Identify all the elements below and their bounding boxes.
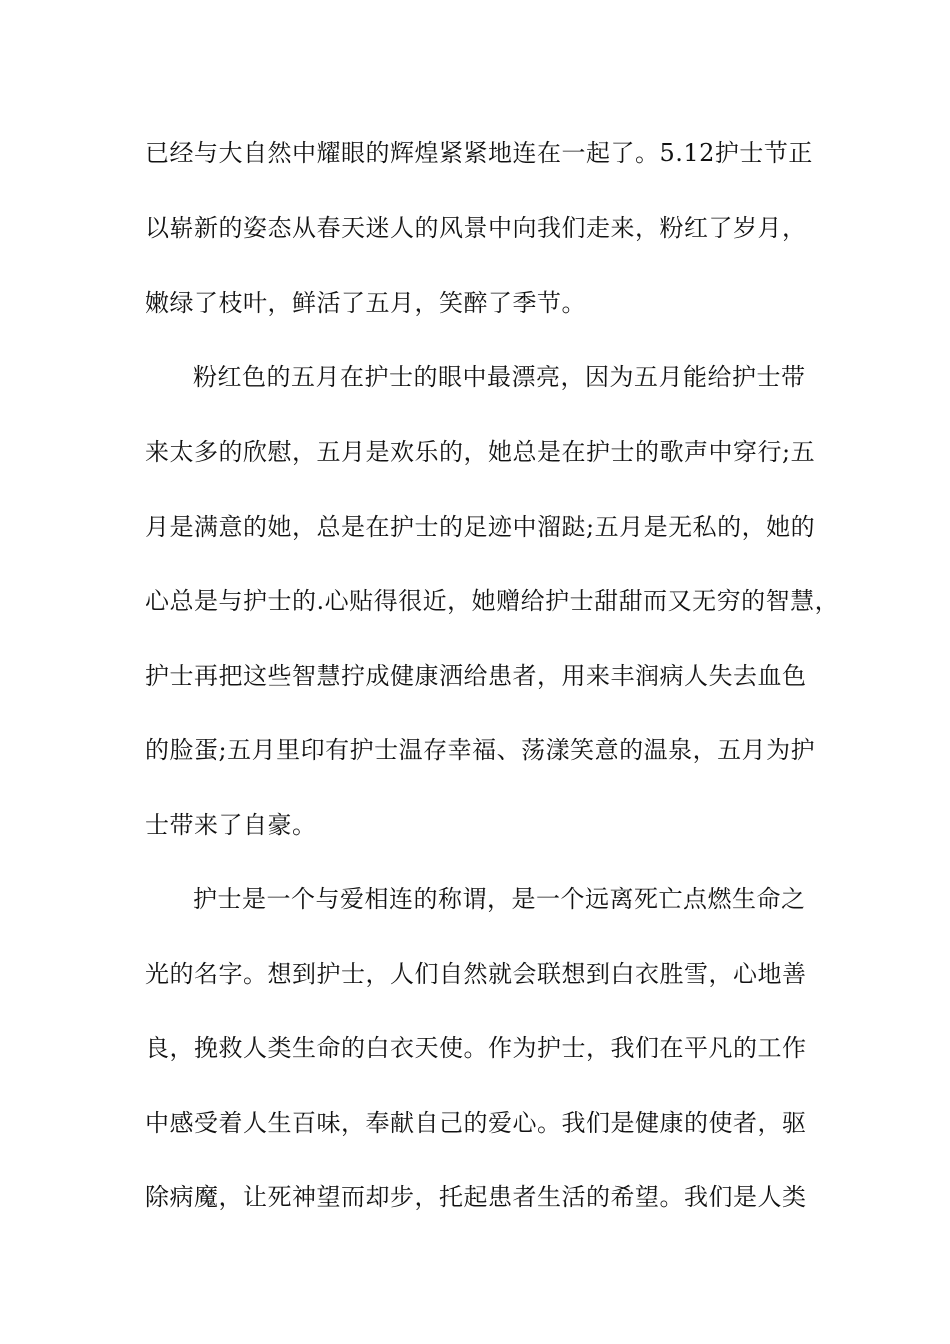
text-line: 的脸蛋;五月里印有护士温存幸福、荡漾笑意的温泉，五月为护 xyxy=(145,736,816,764)
text-line: 中感受着人生百味，奉献自己的爱心。我们是健康的使者，驱 xyxy=(145,1109,807,1137)
text-line: 已经与大自然中耀眼的辉煌紧紧地连在一起了。5.12护士节正 xyxy=(145,139,813,167)
text-line: 良，挽救人类生命的白衣天使。作为护士，我们在平凡的工作 xyxy=(145,1034,807,1062)
text-line: 士带来了自豪。 xyxy=(145,811,317,839)
text-line: 心总是与护士的.心贴得很近，她赠给护士甜甜而又无穷的智慧， xyxy=(145,587,840,615)
text-line: 除病魔，让死神望而却步，托起患者生活的希望。我们是人类 xyxy=(145,1183,807,1211)
text-line: 以崭新的姿态从春天迷人的风景中向我们走来，粉红了岁月， xyxy=(145,214,807,242)
paragraph-first-line: 护士是一个与爱相连的称谓，是一个远离死亡点燃生命之 xyxy=(193,885,806,913)
text-line: 来太多的欣慰，五月是欢乐的，她总是在护士的歌声中穿行;五 xyxy=(145,438,816,466)
text-line: 护士再把这些智慧拧成健康洒给患者，用来丰润病人失去血色 xyxy=(145,662,807,690)
text-line: 光的名字。想到护士，人们自然就会联想到白衣胜雪，心地善 xyxy=(145,960,807,988)
paragraph-first-line: 粉红色的五月在护士的眼中最漂亮，因为五月能给护士带 xyxy=(193,363,806,391)
text-line: 月是满意的她，总是在护士的足迹中溜跶;五月是无私的，她的 xyxy=(145,513,816,541)
text-line: 嫩绿了枝叶，鲜活了五月，笑醉了季节。 xyxy=(145,289,586,317)
